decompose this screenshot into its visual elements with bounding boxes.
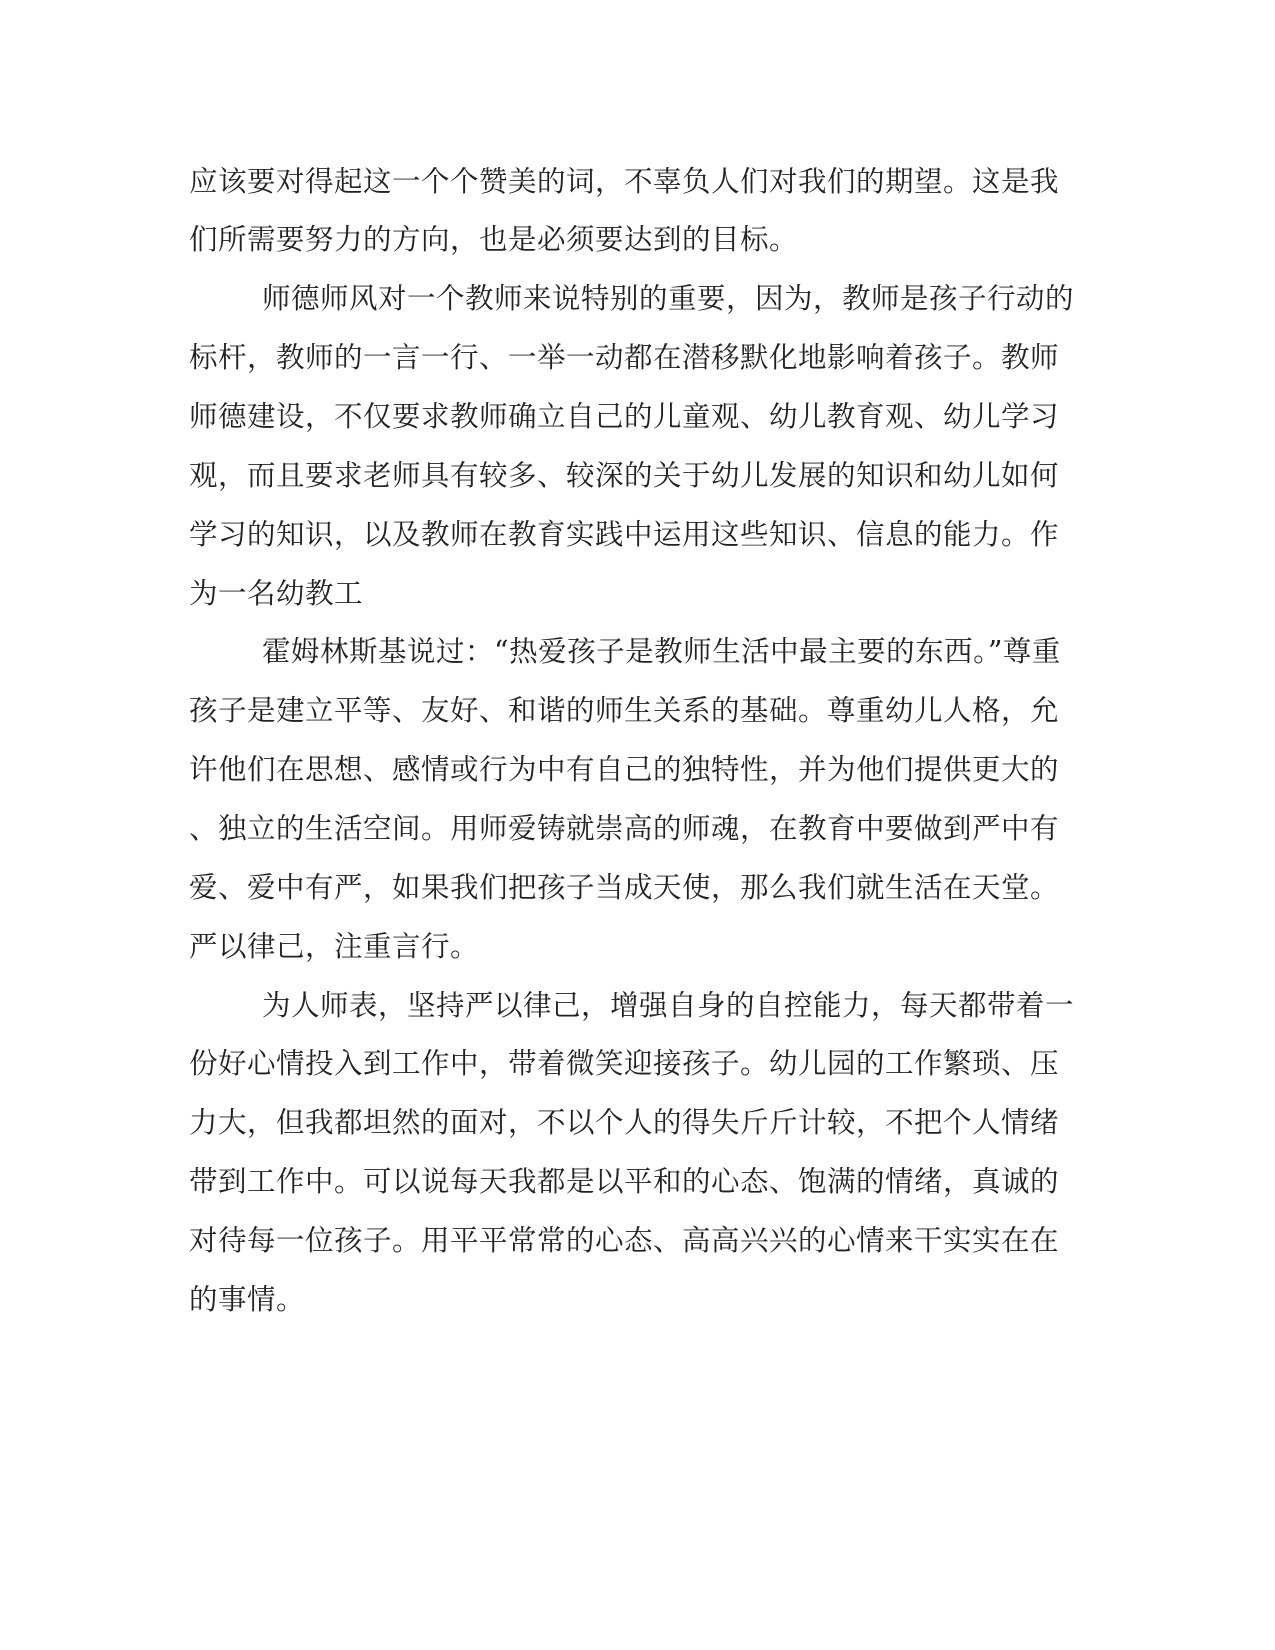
text-line: 的事情。	[189, 1283, 306, 1316]
text-line: 为一名幼教工	[189, 577, 364, 610]
text-line: 份好心情投入到工作中，带着微笑迎接孩子。幼儿园的工作繁琐、压	[189, 1047, 1060, 1080]
text-line: 孩子是建立平等、友好、和谐的师生关系的基础。尊重幼儿人格，允	[189, 694, 1060, 727]
text-line: 标杆，教师的一言一行、一举一动都在潜移默化地影响着孩子。教师	[189, 341, 1060, 374]
text-line: 应该要对得起这一个个赞美的词，不辜负人们对我们的期望。这是我	[189, 165, 1060, 198]
text-line: 们所需要努力的方向，也是必须要达到的目标。	[189, 223, 799, 256]
text-line: 、独立的生活空间。用师爱铸就崇高的师魂，在教育中要做到严中有	[189, 812, 1060, 845]
text-line: 带到工作中。可以说每天我都是以平和的心态、饱满的情绪，真诚的	[189, 1165, 1060, 1198]
text-line: 力大，但我都坦然的面对，不以个人的得失斤斤计较，不把个人情绪	[189, 1106, 1060, 1139]
text-line: 许他们在思想、感情或行为中有自己的独特性，并为他们提供更大的	[189, 753, 1060, 786]
text-line: 爱、爱中有严，如果我们把孩子当成天使，那么我们就生活在天堂。	[189, 871, 1060, 904]
paragraph-start-line: 霍姆林斯基说过：“热爱孩子是教师生活中最主要的东西。”尊重	[262, 635, 1061, 668]
text-line: 师德建设，不仅要求教师确立自己的儿童观、幼儿教育观、幼儿学习	[189, 400, 1060, 433]
text-line: 严以律己，注重言行。	[189, 930, 480, 963]
text-line: 对待每一位孩子。用平平常常的心态、高高兴兴的心情来干实实在在	[189, 1224, 1060, 1257]
text-line: 学习的知识，以及教师在教育实践中运用这些知识、信息的能力。作	[189, 518, 1060, 551]
paragraph-start-line: 师德师风对一个教师来说特别的重要，因为，教师是孩子行动的	[262, 282, 1075, 315]
text-line: 观，而且要求老师具有较多、较深的关于幼儿发展的知识和幼儿如何	[189, 459, 1060, 492]
paragraph-start-line: 为人师表，坚持严以律己，增强自身的自控能力，每天都带着一	[262, 989, 1075, 1022]
